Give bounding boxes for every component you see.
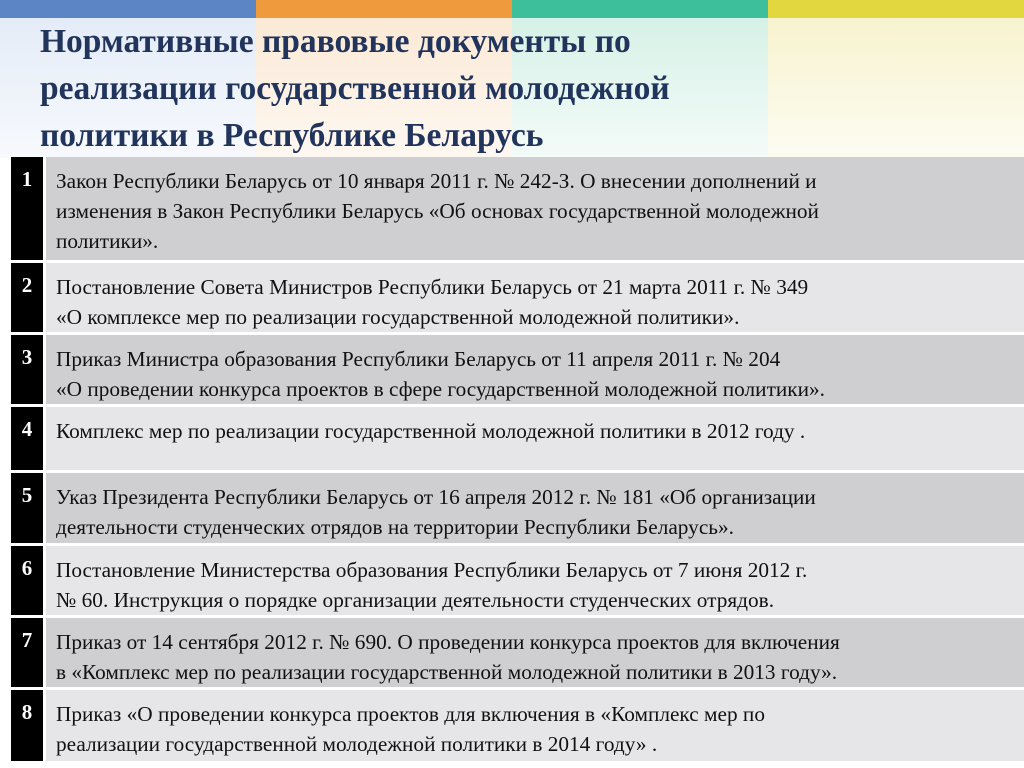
table-row — [11, 405, 1024, 471]
row-number: 5 — [11, 471, 43, 544]
table-row — [11, 261, 1024, 333]
table-row — [11, 616, 1024, 688]
document-text — [46, 261, 1024, 333]
document-text — [46, 688, 1024, 762]
text-line: «О комплексе мер по реализации государственной молодежной политики». — [56, 304, 740, 329]
text-line: в «Комплекс мер по реализации государственной молодежной политики в 2013 году». — [56, 659, 838, 684]
row-number: 1 — [11, 157, 43, 261]
text-line: № 60. Инструкция о порядке организации деятельности студенческих отрядов. — [56, 587, 775, 612]
slide-title — [40, 18, 940, 159]
document-text — [46, 157, 1024, 261]
row-number: 4 — [11, 405, 43, 471]
header-stripe-orange — [256, 0, 512, 18]
table-row — [11, 688, 1024, 762]
header-stripe-yellow — [768, 0, 1024, 18]
text-line: Постановление Совета Министров Республики Беларусь от 21 марта 2011 г. № 349 — [56, 274, 809, 299]
document-text — [46, 544, 1024, 616]
text-line: политики». — [56, 229, 159, 253]
row-number: 7 — [11, 616, 43, 688]
text-line: реализации государственной молодежной политики в 2014 году» . — [56, 731, 658, 756]
title-line: политики в Республике Беларусь — [40, 117, 544, 154]
document-text — [46, 405, 1024, 471]
text-line: «О проведении конкурса проектов в сфере государственной молодежной политики». — [56, 376, 825, 401]
text-line: деятельности студенческих отрядов на территории Республики Беларусь». — [56, 514, 734, 539]
table-row — [11, 333, 1024, 405]
text-line: Приказ «О проведении конкурса проектов для включения в «Комплекс мер по — [56, 701, 765, 726]
text-line: Указ Президента Республики Беларусь от 16 апреля 2012 г. № 181 «Об организации — [56, 484, 816, 509]
header-stripe-blue — [0, 0, 256, 18]
text-line: Комплекс мер по реализации государственной молодежной политики в 2012 году . — [56, 418, 806, 443]
text-line: Приказ от 14 сентября 2012 г. № 690. О проведении конкурса проектов для включения — [56, 629, 840, 654]
header-stripe-teal — [512, 0, 768, 18]
row-number: 6 — [11, 544, 43, 616]
document-text — [46, 333, 1024, 405]
text-line: Закон Республики Беларусь от 10 января 2011 г. № 242-З. О внесении дополнений и — [56, 169, 817, 193]
documents-table — [11, 157, 1024, 764]
document-text — [46, 471, 1024, 544]
text-line: изменения в Закон Республики Беларусь «Об основах государственной молодежной — [56, 199, 819, 223]
document-text — [46, 616, 1024, 688]
title-line: Нормативные правовые документы по — [40, 23, 631, 60]
text-line: Постановление Министерства образования Республики Беларусь от 7 июня 2012 г. — [56, 557, 808, 582]
row-number: 3 — [11, 333, 43, 405]
table-row — [11, 157, 1024, 261]
row-number: 2 — [11, 261, 43, 333]
title-line: реализации государственной молодежной — [40, 70, 670, 107]
table-row — [11, 544, 1024, 616]
table-row — [11, 471, 1024, 544]
text-line: Приказ Министра образования Республики Беларусь от 11 апреля 2011 г. № 204 — [56, 346, 781, 371]
row-number: 8 — [11, 688, 43, 762]
